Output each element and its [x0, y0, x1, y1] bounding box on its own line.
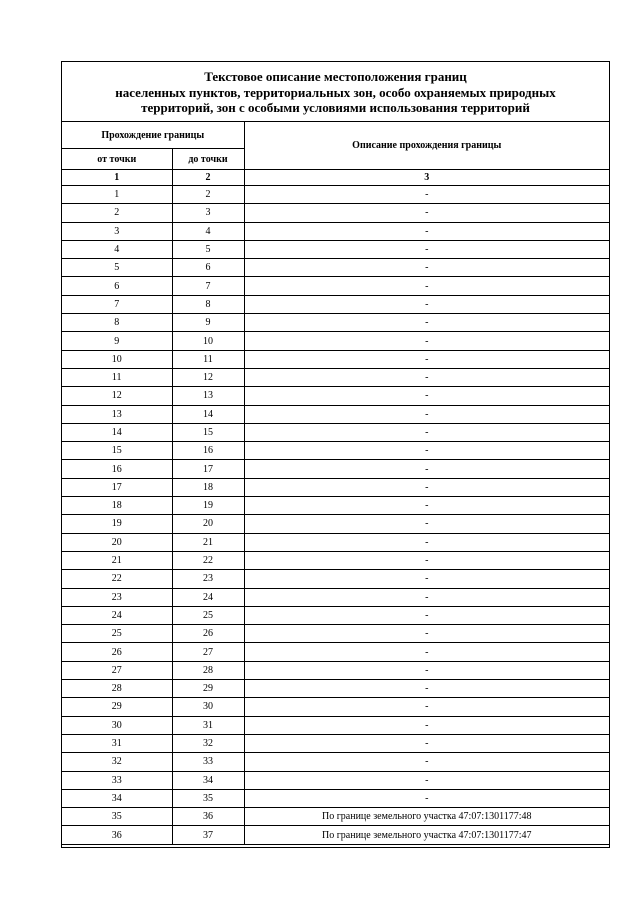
table-row	[62, 204, 609, 222]
from-point-cell: 10	[62, 350, 172, 368]
to-point-cell: 37	[172, 826, 244, 844]
description-cell: -	[244, 277, 609, 295]
to-point-cell: 19	[172, 497, 244, 515]
from-point-cell: 26	[62, 643, 172, 661]
title-line-1: Текстовое описание местоположения границ	[204, 69, 467, 84]
description-cell: -	[244, 734, 609, 752]
to-point-cell: 20	[172, 515, 244, 533]
to-point-cell: 4	[172, 222, 244, 240]
description-cell: -	[244, 588, 609, 606]
to-point-cell: 21	[172, 533, 244, 551]
from-point-cell: 18	[62, 497, 172, 515]
description-cell: -	[244, 350, 609, 368]
boundary-table	[62, 122, 609, 845]
boundary-description-document	[61, 61, 610, 848]
header-row-numbers	[62, 170, 609, 186]
table-row	[62, 570, 609, 588]
title-line-2: населенных пунктов, территориальных зон, особо охраняемых природных	[115, 84, 556, 100]
description-cell: -	[244, 551, 609, 569]
description-cell: -	[244, 314, 609, 332]
table-row	[62, 442, 609, 460]
description-cell: -	[244, 442, 609, 460]
description-cell: -	[244, 716, 609, 734]
from-point-cell: 4	[62, 240, 172, 258]
document-title	[62, 62, 609, 122]
description-cell: -	[244, 423, 609, 441]
to-point-cell: 9	[172, 314, 244, 332]
from-point-cell: 22	[62, 570, 172, 588]
to-point-cell: 8	[172, 295, 244, 313]
table-row	[62, 680, 609, 698]
description-cell: -	[244, 606, 609, 624]
table-row	[62, 606, 609, 624]
table-row	[62, 698, 609, 716]
description-cell: -	[244, 405, 609, 423]
description-cell: -	[244, 368, 609, 386]
table-row	[62, 625, 609, 643]
description-cell: -	[244, 460, 609, 478]
header-from-point: от точки	[62, 149, 172, 170]
from-point-cell: 19	[62, 515, 172, 533]
to-point-cell: 27	[172, 643, 244, 661]
table-row	[62, 533, 609, 551]
description-cell: -	[244, 625, 609, 643]
from-point-cell: 21	[62, 551, 172, 569]
table-row	[62, 661, 609, 679]
table-row	[62, 789, 609, 807]
to-point-cell: 24	[172, 588, 244, 606]
from-point-cell: 25	[62, 625, 172, 643]
table-row	[62, 734, 609, 752]
header-passage: Прохождение границы	[62, 122, 244, 149]
table-bottom-margin	[62, 842, 609, 847]
from-point-cell: 15	[62, 442, 172, 460]
description-cell: -	[244, 789, 609, 807]
header-col-3: 3	[244, 170, 609, 186]
description-cell: -	[244, 295, 609, 313]
from-point-cell: 20	[62, 533, 172, 551]
description-cell: -	[244, 643, 609, 661]
from-point-cell: 14	[62, 423, 172, 441]
to-point-cell: 34	[172, 771, 244, 789]
from-point-cell: 7	[62, 295, 172, 313]
to-point-cell: 3	[172, 204, 244, 222]
to-point-cell: 11	[172, 350, 244, 368]
table-row	[62, 515, 609, 533]
table-row	[62, 588, 609, 606]
table-row	[62, 643, 609, 661]
to-point-cell: 12	[172, 368, 244, 386]
description-cell: -	[244, 698, 609, 716]
from-point-cell: 24	[62, 606, 172, 624]
description-cell: -	[244, 497, 609, 515]
table-row	[62, 808, 609, 826]
to-point-cell: 33	[172, 753, 244, 771]
to-point-cell: 25	[172, 606, 244, 624]
description-cell: -	[244, 259, 609, 277]
table-row	[62, 460, 609, 478]
to-point-cell: 23	[172, 570, 244, 588]
from-point-cell: 13	[62, 405, 172, 423]
from-point-cell: 12	[62, 387, 172, 405]
description-cell: -	[244, 240, 609, 258]
to-point-cell: 28	[172, 661, 244, 679]
table-row	[62, 368, 609, 386]
description-cell: -	[244, 533, 609, 551]
to-point-cell: 7	[172, 277, 244, 295]
description-cell: -	[244, 753, 609, 771]
to-point-cell: 16	[172, 442, 244, 460]
description-cell: -	[244, 771, 609, 789]
from-point-cell: 29	[62, 698, 172, 716]
from-point-cell: 31	[62, 734, 172, 752]
from-point-cell: 11	[62, 368, 172, 386]
from-point-cell: 2	[62, 204, 172, 222]
to-point-cell: 6	[172, 259, 244, 277]
table-row	[62, 314, 609, 332]
from-point-cell: 30	[62, 716, 172, 734]
to-point-cell: 30	[172, 698, 244, 716]
to-point-cell: 35	[172, 789, 244, 807]
header-row-group	[62, 122, 609, 149]
to-point-cell: 32	[172, 734, 244, 752]
description-cell: По границе земельного участка 47:07:1301177:48	[244, 808, 609, 826]
from-point-cell: 34	[62, 789, 172, 807]
header-col-2: 2	[172, 170, 244, 186]
from-point-cell: 27	[62, 661, 172, 679]
table-row	[62, 350, 609, 368]
table-row	[62, 240, 609, 258]
description-cell: -	[244, 186, 609, 204]
table-row	[62, 332, 609, 350]
table-row	[62, 771, 609, 789]
from-point-cell: 17	[62, 478, 172, 496]
header-col-1: 1	[62, 170, 172, 186]
from-point-cell: 28	[62, 680, 172, 698]
to-point-cell: 31	[172, 716, 244, 734]
description-cell: -	[244, 478, 609, 496]
table-row	[62, 277, 609, 295]
description-cell: -	[244, 204, 609, 222]
description-cell: По границе земельного участка 47:07:1301177:47	[244, 826, 609, 844]
from-point-cell: 32	[62, 753, 172, 771]
header-to-point: до точки	[172, 149, 244, 170]
to-point-cell: 13	[172, 387, 244, 405]
to-point-cell: 26	[172, 625, 244, 643]
header-description: Описание прохождения границы	[244, 122, 609, 170]
from-point-cell: 16	[62, 460, 172, 478]
table-row	[62, 387, 609, 405]
from-point-cell: 9	[62, 332, 172, 350]
description-cell: -	[244, 661, 609, 679]
table-row	[62, 222, 609, 240]
to-point-cell: 15	[172, 423, 244, 441]
description-cell: -	[244, 680, 609, 698]
from-point-cell: 5	[62, 259, 172, 277]
table-row	[62, 478, 609, 496]
to-point-cell: 5	[172, 240, 244, 258]
from-point-cell: 3	[62, 222, 172, 240]
table-row	[62, 405, 609, 423]
from-point-cell: 23	[62, 588, 172, 606]
table-row	[62, 295, 609, 313]
boundary-table-body	[62, 122, 609, 844]
from-point-cell: 6	[62, 277, 172, 295]
from-point-cell: 36	[62, 826, 172, 844]
title-line-3: территорий, зон с особыми условиями использования территорий	[141, 100, 530, 115]
table-row	[62, 551, 609, 569]
table-row	[62, 753, 609, 771]
description-cell: -	[244, 570, 609, 588]
description-cell: -	[244, 222, 609, 240]
to-point-cell: 14	[172, 405, 244, 423]
from-point-cell: 1	[62, 186, 172, 204]
description-cell: -	[244, 387, 609, 405]
description-cell: -	[244, 332, 609, 350]
to-point-cell: 18	[172, 478, 244, 496]
table-row	[62, 716, 609, 734]
from-point-cell: 8	[62, 314, 172, 332]
to-point-cell: 36	[172, 808, 244, 826]
to-point-cell: 29	[172, 680, 244, 698]
table-row	[62, 186, 609, 204]
to-point-cell: 2	[172, 186, 244, 204]
table-row	[62, 497, 609, 515]
description-cell: -	[244, 515, 609, 533]
table-row	[62, 259, 609, 277]
to-point-cell: 10	[172, 332, 244, 350]
from-point-cell: 33	[62, 771, 172, 789]
to-point-cell: 22	[172, 551, 244, 569]
to-point-cell: 17	[172, 460, 244, 478]
table-row	[62, 423, 609, 441]
from-point-cell: 35	[62, 808, 172, 826]
